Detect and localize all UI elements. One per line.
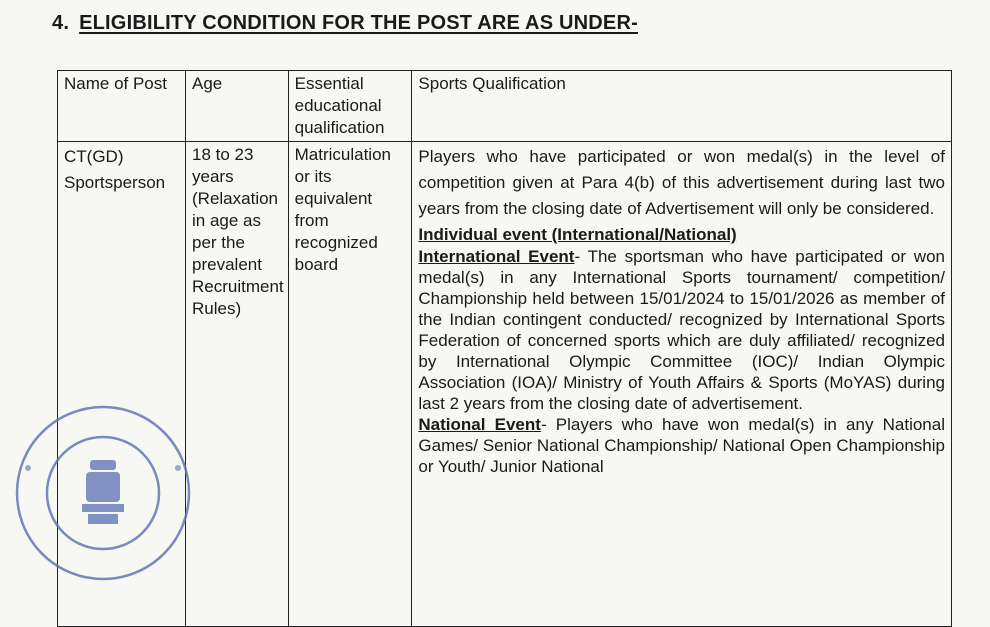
cell-age: 18 to 23 years (Relaxation in age as per the prevalent Recruitment Rules): [186, 142, 289, 627]
official-seal-stamp: [8, 398, 198, 584]
international-event-text: - The sportsman who have participated or won medal(s) in any International Sports tournament/ competition/ Championship held between 15/01/2024 to 15/01/2026 as member of the Indian contingent conducted/ recognized by International Sports Federation of concerned sports which are duly affiliated/ recognized by International Olympic Committee (IOC)/ Indian Olympic Association (IOA)/ Ministry of Youth Affairs & Sports (MoYAS) during last 2 years from the closing date of advertisement.: [418, 247, 945, 413]
table-header-row: [58, 71, 952, 142]
sports-intro: Players who have participated or won medal(s) in the level of competition given at Para 4(b) of this advertisement during last two years from the closing date of Advertisement will only be considered.: [418, 147, 945, 218]
section-number: 4.: [52, 12, 70, 34]
header-name-of-post: Name of Post: [58, 71, 186, 142]
cell-education: Matriculation or its equivalent from recognized board: [288, 142, 412, 627]
section-title: ELIGIBILITY CONDITION FOR THE POST ARE AS UNDER-: [79, 12, 638, 34]
national-event-paragraph: [418, 414, 945, 477]
header-age: Age: [186, 71, 289, 142]
cell-post: CT(GD) Sportsperson: [58, 142, 186, 627]
international-event-paragraph: [418, 246, 945, 414]
individual-event-heading: Individual event (International/National): [418, 225, 737, 244]
international-event-label: International Event: [418, 247, 575, 266]
header-sports-qualification: Sports Qualification: [412, 71, 952, 142]
national-event-label: National Event: [418, 415, 541, 434]
section-heading: [52, 12, 638, 35]
national-event-text: - Players who have won medal(s) in any National Games/ Senior National Championship/ National Open Championship or Youth/ Junior National: [418, 415, 945, 476]
header-educational-qualification: Essential educational qualification: [288, 71, 412, 142]
cell-sports-qualification: [412, 142, 952, 627]
